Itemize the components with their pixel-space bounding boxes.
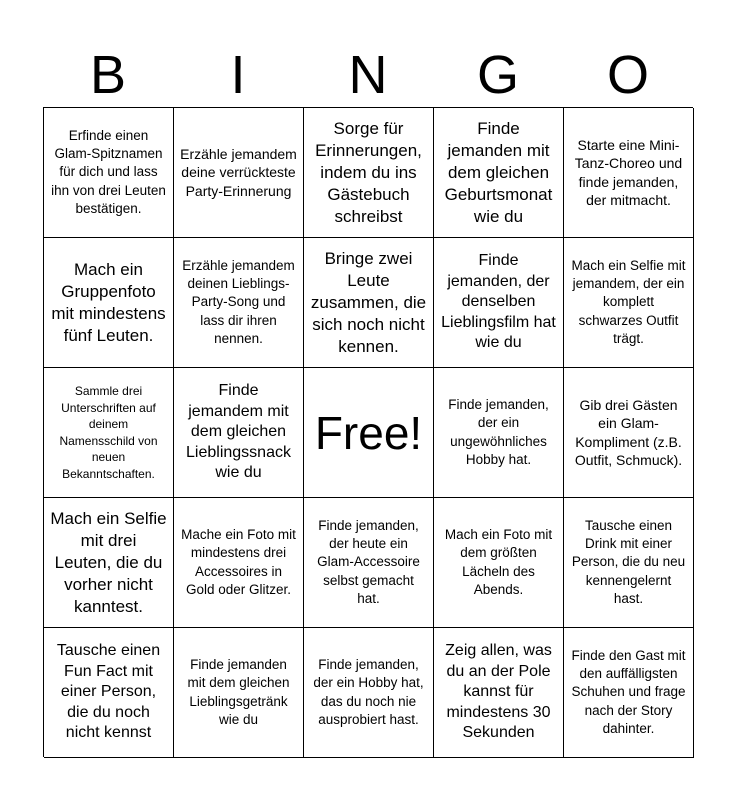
cell-text: Sammle drei Unterschriften auf deinem Namensschild von neuen Bekanntschaften.: [59, 384, 158, 481]
cell-text: Finde den Gast mit den auffälligsten Schuhen und frage nach der Story dahinter.: [571, 647, 686, 736]
cell-text: Bringe zwei Leute zusammen, die sich noch nicht kennen.: [310, 248, 427, 356]
bingo-cell[interactable]: [564, 238, 694, 368]
cell-text: Finde jemanden mit dem gleichen Geburtsmonat wie du: [444, 118, 553, 226]
header-letter-b: B: [89, 45, 127, 105]
cell-text: Mach ein Foto mit dem größten Lächeln des Abends.: [444, 526, 553, 597]
bingo-cell[interactable]: [434, 498, 564, 628]
cell-text: Mach ein Selfie mit jemandem, der ein komplett schwarzes Outfit trägt.: [571, 257, 686, 346]
bingo-cell[interactable]: [564, 498, 694, 628]
cell-text: Erzähle jemandem deine verrückteste Party-Erinnerung: [180, 146, 297, 199]
cell-text: Finde jemanden, der denselben Lieblingsfilm hat wie du: [441, 252, 556, 352]
cell-text: Sorge für Erinnerungen, indem du ins Gästebuch schreibst: [315, 118, 422, 226]
cell-text: Starte eine Mini-Tanz-Choreo und finde jemanden, der mitmacht.: [574, 136, 683, 208]
bingo-cell[interactable]: [434, 628, 564, 758]
header-letter-n: N: [348, 45, 388, 105]
bingo-cell[interactable]: [174, 628, 304, 758]
bingo-grid: [43, 107, 693, 757]
cell-text: Finde jemanden, der heute ein Glam-Accessoire selbst gemacht hat.: [317, 517, 420, 606]
bingo-cell[interactable]: [304, 238, 434, 368]
cell-text: Gib drei Gästen ein Glam-Kompliment (z.B. Outfit, Schmuck).: [574, 396, 683, 468]
bingo-cell[interactable]: [174, 498, 304, 628]
cell-text: Erfinde einen Glam-Spitznamen für dich und lass ihn von drei Leuten bestätigen.: [51, 127, 166, 216]
free-label: Free!: [314, 406, 423, 459]
cell-text: Tausche einen Fun Fact mit einer Person, die du noch nicht kennst: [56, 642, 161, 742]
bingo-cell[interactable]: [44, 238, 174, 368]
header-letter-g: G: [476, 45, 519, 105]
bingo-cell[interactable]: [564, 628, 694, 758]
bingo-cell[interactable]: [434, 238, 564, 368]
bingo-cell[interactable]: [44, 108, 174, 238]
cell-text: Finde jemanden, der ein ungewöhnliches Hobby hat.: [448, 396, 549, 467]
header-letter-i: I: [230, 45, 246, 105]
cell-text: Finde jemanden, der ein Hobby hat, das du noch nie ausprobiert hast.: [313, 656, 424, 727]
bingo-cell[interactable]: [434, 368, 564, 498]
header-letter-o: O: [606, 45, 649, 105]
cell-text: Erzähle jemandem deinen Lieblings-Party-Song und lass dir ihren nennen.: [182, 257, 295, 346]
free-cell[interactable]: [304, 368, 434, 498]
cell-text: Zeig allen, was du an der Pole kannst für mindestens 30 Sekunden: [445, 642, 552, 742]
cell-text: Finde jemandem mit dem gleichen Lieblingssnack wie du: [186, 382, 291, 482]
bingo-cell[interactable]: [304, 498, 434, 628]
bingo-header: [43, 44, 693, 106]
bingo-cell[interactable]: [434, 108, 564, 238]
cell-text: Mache ein Foto mit mindestens drei Accessoires in Gold oder Glitzer.: [181, 526, 296, 597]
cell-text: Finde jemanden mit dem gleichen Lieblingsgetränk wie du: [187, 656, 290, 727]
cell-text: Mach ein Gruppenfoto mit mindestens fünf Leuten.: [51, 259, 166, 345]
bingo-cell[interactable]: [174, 368, 304, 498]
bingo-cell[interactable]: [174, 238, 304, 368]
bingo-cell[interactable]: [44, 368, 174, 498]
bingo-cell[interactable]: [44, 498, 174, 628]
bingo-cell[interactable]: [564, 108, 694, 238]
bingo-cell[interactable]: [174, 108, 304, 238]
cell-text: Tausche einen Drink mit einer Person, die du neu kennengelernt hast.: [571, 517, 686, 606]
bingo-cell[interactable]: [564, 368, 694, 498]
bingo-cell[interactable]: [304, 108, 434, 238]
bingo-cell[interactable]: [44, 628, 174, 758]
bingo-cell[interactable]: [304, 628, 434, 758]
cell-text: Mach ein Selfie mit drei Leuten, die du vorher nicht kanntest.: [50, 508, 167, 616]
